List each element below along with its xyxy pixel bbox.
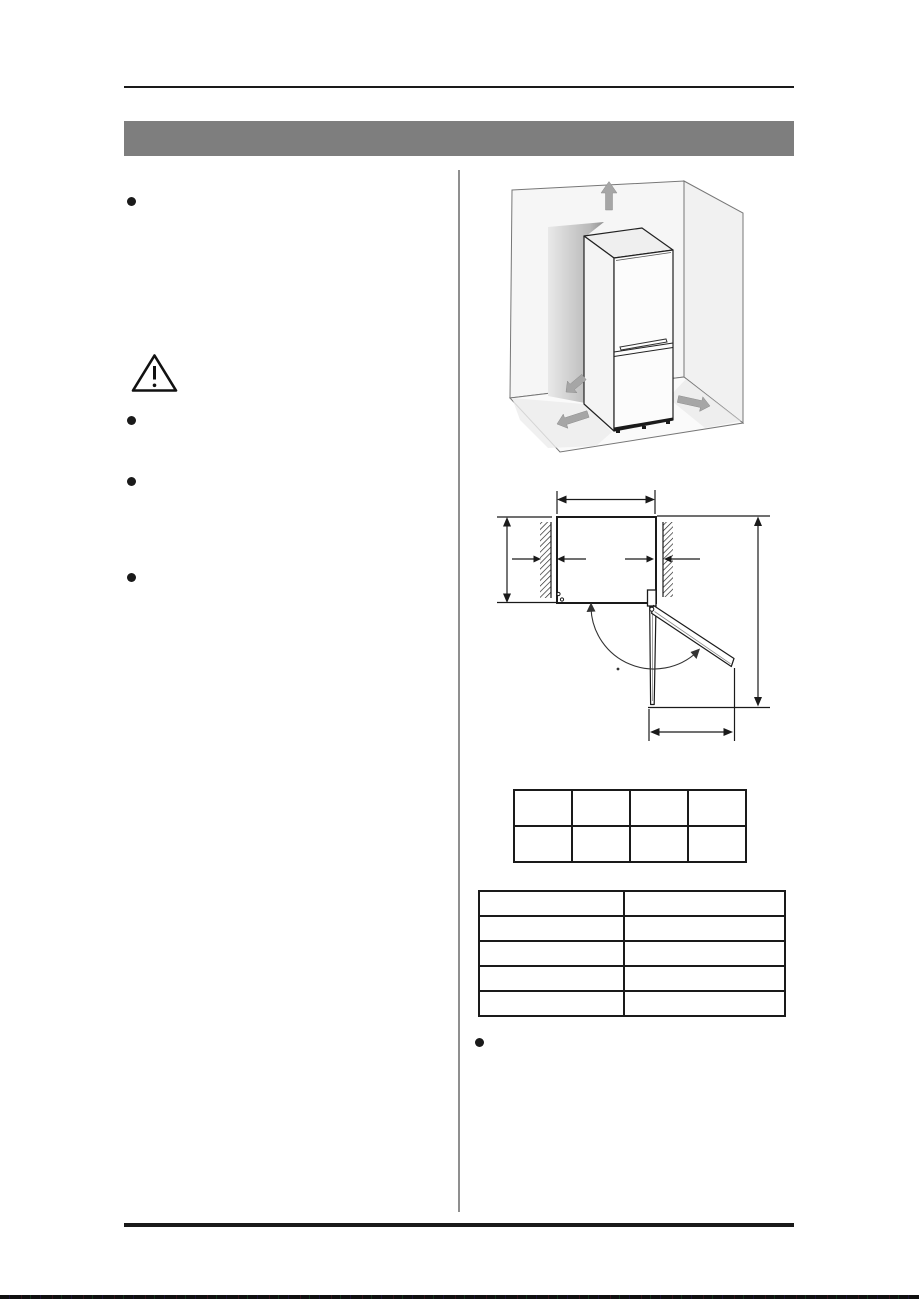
table-cell: [479, 966, 624, 991]
table-cell: [572, 826, 630, 862]
list-item: [475, 1038, 495, 1047]
wall-hatch-left: [540, 522, 551, 598]
table-row: [479, 941, 785, 966]
dimension-lines: [497, 490, 770, 741]
bullet-icon: [127, 416, 136, 425]
table-cell: [624, 966, 785, 991]
bullet-icon: [475, 1038, 484, 1047]
table-cell: [479, 916, 624, 941]
footer-rule: [124, 1223, 794, 1227]
table-cell: [479, 941, 624, 966]
table-cell: [479, 991, 624, 1016]
table-row: [514, 790, 746, 826]
table-cell: [624, 991, 785, 1016]
list-item: [127, 416, 147, 425]
table-row: [479, 916, 785, 941]
table-cell: [630, 826, 688, 862]
table-cell: [514, 826, 572, 862]
table-cell: [630, 790, 688, 826]
table-cell: [624, 941, 785, 966]
installation-clearance-illustration: [495, 175, 750, 457]
refrigerator: [584, 228, 673, 433]
list-item: [127, 573, 147, 582]
list-item: [127, 477, 147, 486]
bullet-icon: [127, 573, 136, 582]
table-row: [479, 966, 785, 991]
door-opening-dimension-diagram: [490, 485, 776, 747]
spec-table: [478, 890, 786, 1017]
table-row: [514, 826, 746, 862]
dimension-table: [513, 789, 747, 863]
page-edge-scan-artifact: [0, 1295, 919, 1299]
bullet-icon: [127, 197, 136, 206]
list-item: [127, 197, 147, 206]
section-title-bar: [124, 121, 794, 156]
table-cell: [688, 826, 746, 862]
table-cell: [514, 790, 572, 826]
table-cell: [688, 790, 746, 826]
table-row: [479, 991, 785, 1016]
table-cell: [572, 790, 630, 826]
table-row: [479, 891, 785, 916]
warning-triangle-icon: [125, 348, 185, 398]
table-cell: [479, 891, 624, 916]
bullet-icon: [127, 477, 136, 486]
header-rule: [124, 86, 794, 88]
column-divider: [458, 170, 460, 1212]
table-cell: [624, 891, 785, 916]
section-title-text: [124, 128, 136, 149]
table-cell: [624, 916, 785, 941]
